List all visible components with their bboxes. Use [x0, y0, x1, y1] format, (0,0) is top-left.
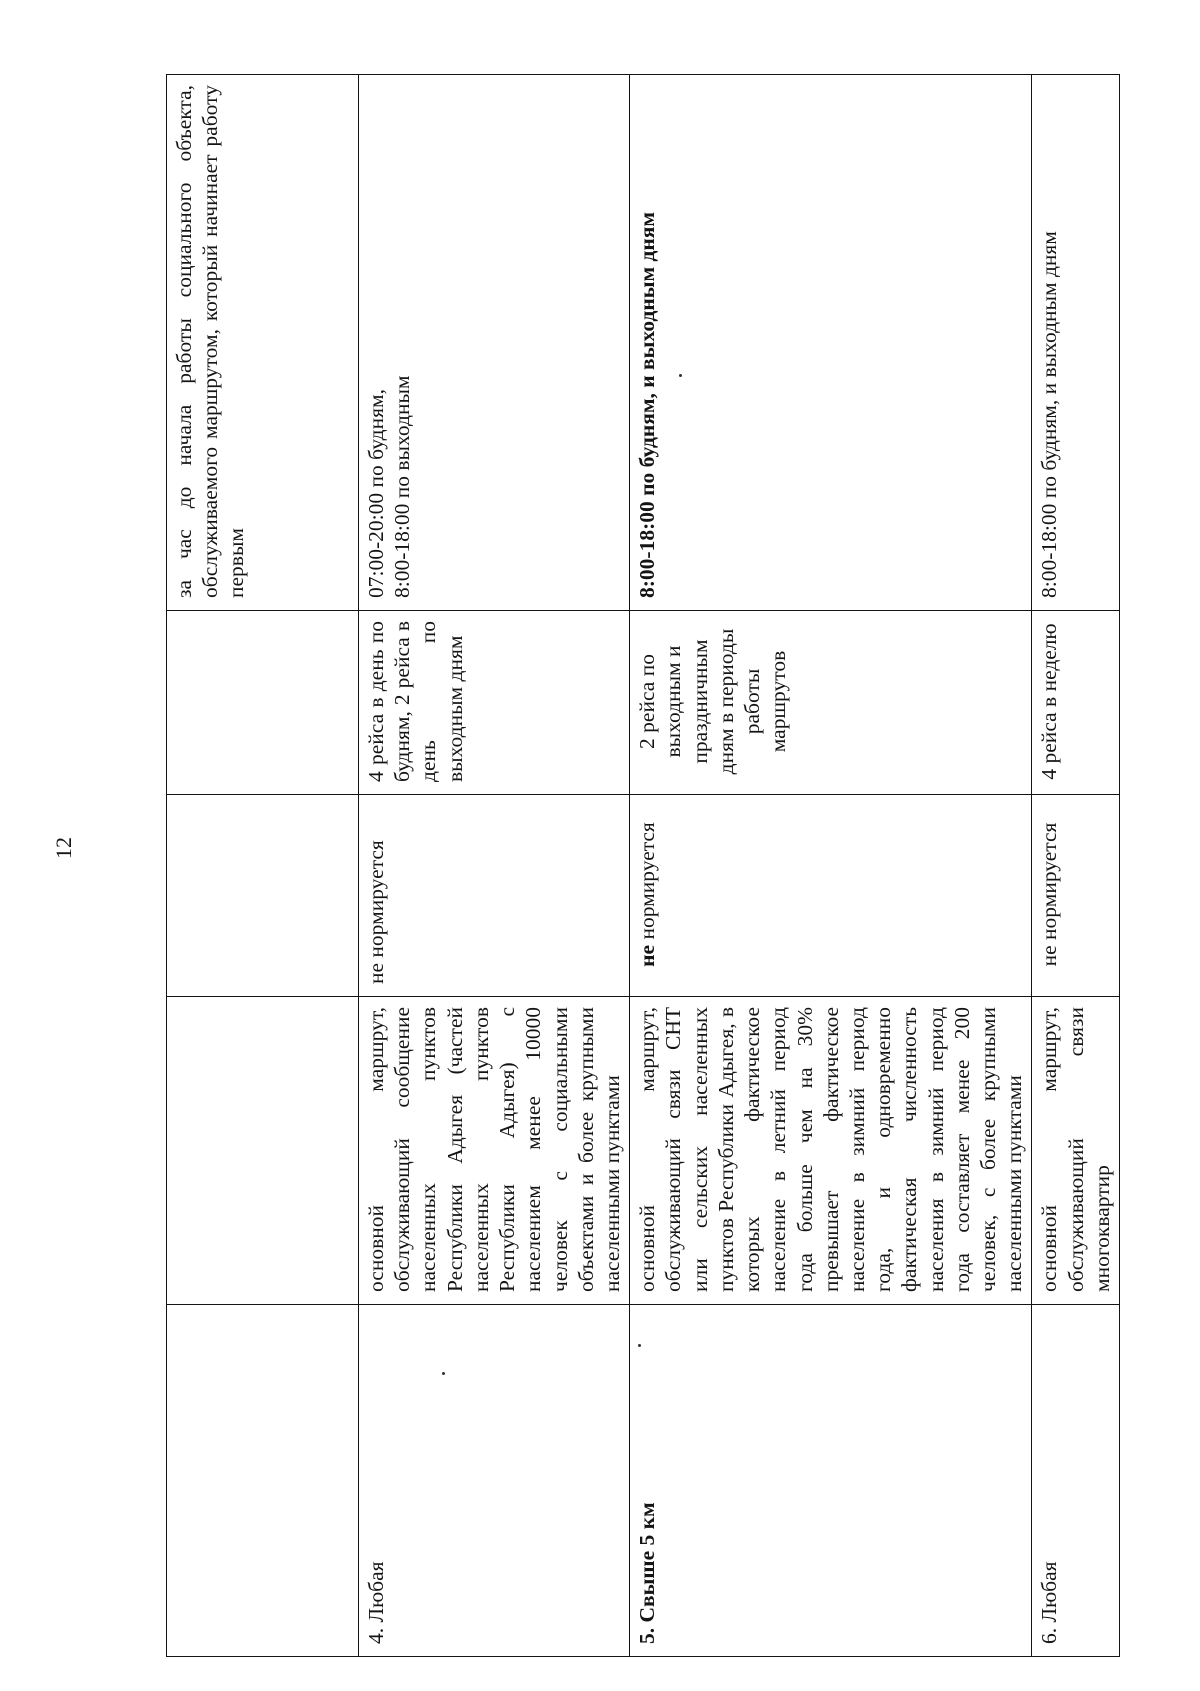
cell-schedule: за час до начала работы социального объекта, обслуживаемого маршрутом, который начинает работу первым: [167, 75, 359, 611]
schedule-line: 8:00-18:00 по выходным: [390, 375, 415, 598]
cell-trips: 4 рейса в день по будням, 2 рейса в день по выходным дням: [359, 611, 630, 795]
schedule-line: 07:00-20:00 по будням,: [364, 389, 388, 598]
cell-trips: 4 рейса в неделю: [1032, 611, 1120, 795]
table-row: [1032, 75, 1120, 1657]
cell-trips: 2 рейса по выходным и праздничным дням в периоды работы маршрутов: [630, 611, 1032, 795]
cell-distance: [167, 1305, 359, 1657]
scan-speck: [679, 374, 682, 377]
cell-distance: 5. Свыше 5 км: [630, 1305, 1032, 1657]
table-row: [167, 75, 359, 1657]
table-row: [630, 75, 1032, 1657]
cell-route-type: основной маршрут, обслуживающий связи многоквартир: [1032, 997, 1120, 1305]
cell-route-type: основной маршрут, обслуживающий сообщение населенных пунктов Республики Адыгея (частей населенных пунктов Республики Адыгея) с населением менее 10000 человек с социальными объектами и более крупными населенными пунктами: [359, 997, 630, 1305]
cell-route-type: основной маршрут, обслуживающий связи СНТ или сельских населенных пунктов Республики Адыгея, в которых фактическое население в летний период года больше чем на 30% превышает фактическое население в зимний период года, и одновременно фактическая численность населения в зимний период года составляет менее 200 человек, с более крупными населенными пунктами: [630, 997, 1032, 1305]
routes-table: [166, 74, 1120, 1657]
cell-distance: 6. Любая: [1032, 1305, 1120, 1657]
rotated-table-container: [166, 75, 1114, 1657]
cell-schedule: 8:00-18:00 по будням, и выходным дням: [1032, 75, 1120, 611]
cell-schedule: 8:00-18:00 по будням, и выходным дням: [630, 75, 1032, 611]
cell-schedule: [359, 75, 630, 611]
scan-speck: [638, 1344, 641, 1347]
cell-distance: 4. Любая: [359, 1305, 630, 1657]
interval-rest-part: нормируется: [635, 822, 660, 945]
cell-route-type: [167, 997, 359, 1305]
cell-interval: не нормируется: [359, 795, 630, 997]
table-row: [359, 75, 630, 1657]
cell-interval: [167, 795, 359, 997]
cell-trips: [167, 611, 359, 795]
page-number: 12: [51, 837, 76, 859]
cell-interval: [630, 795, 1032, 997]
cell-interval: не нормируется: [1032, 795, 1120, 997]
scan-speck: [442, 1372, 445, 1375]
interval-bold-part: не: [635, 944, 660, 967]
